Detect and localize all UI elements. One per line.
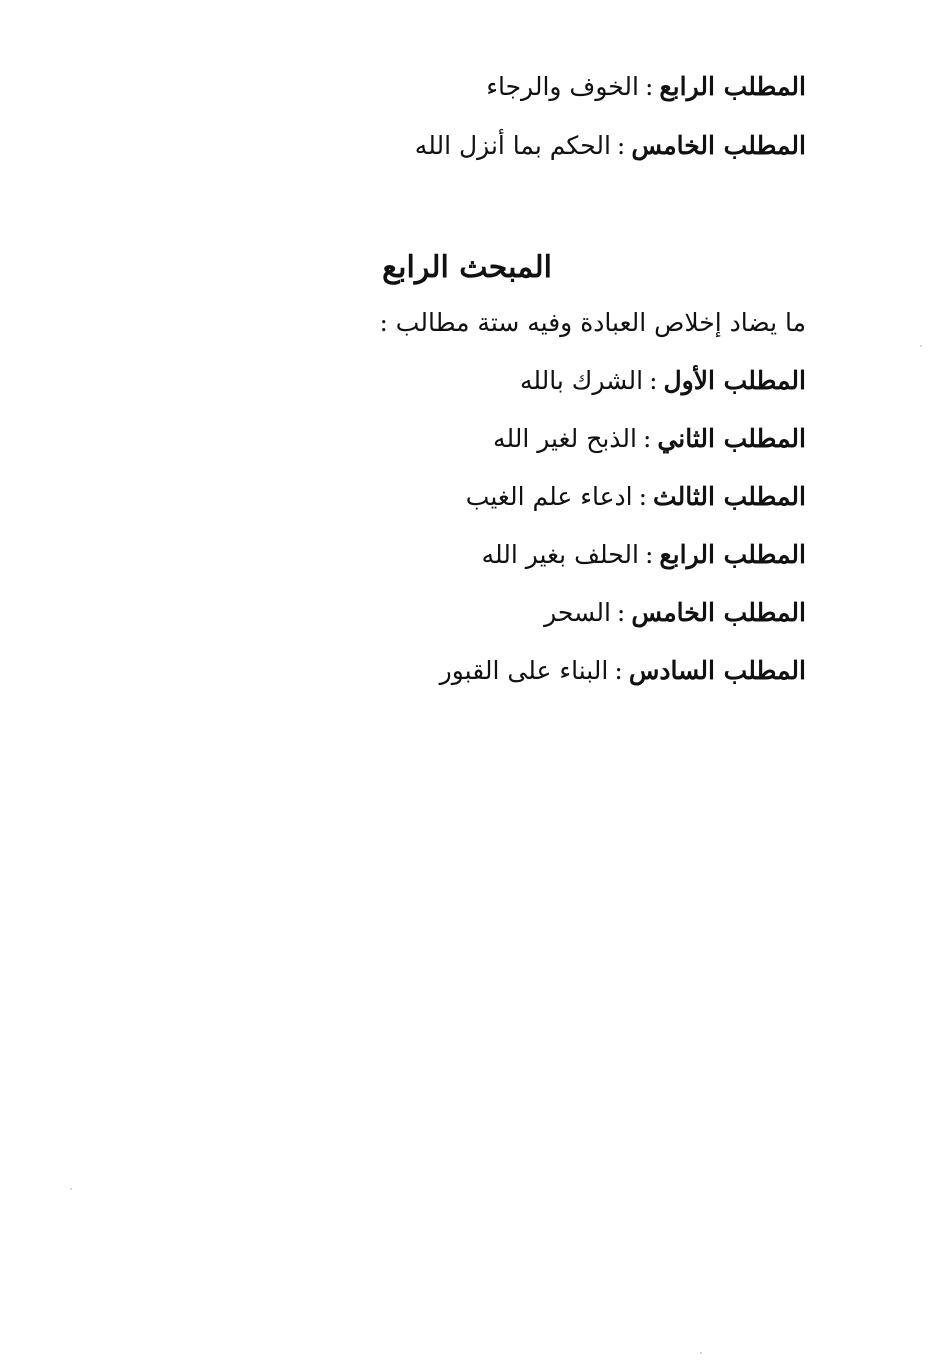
item-separator: :	[616, 598, 626, 627]
toc-item	[544, 596, 806, 630]
section-intro: ما يضاد إخلاص العبادة وفيه ستة مطالب :	[379, 308, 806, 337]
item-text: ادعاء علم الغيب	[465, 482, 633, 511]
item-separator: :	[638, 482, 648, 511]
item-label: المطلب السادس	[628, 656, 806, 685]
item-separator: :	[649, 366, 658, 395]
item-text: الحكم بما أنزل الله	[414, 131, 611, 160]
item-label: المطلب الثالث	[653, 482, 806, 511]
item-text: السحر	[544, 598, 611, 627]
item-text: الذبح لغير الله	[493, 424, 637, 453]
item-label: المطلب الخامس	[631, 131, 806, 160]
item-separator: :	[642, 424, 652, 453]
item-separator: :	[616, 131, 626, 160]
toc-item	[466, 480, 806, 514]
section-heading: المبحث الرابع	[382, 250, 552, 285]
item-separator: :	[644, 540, 654, 569]
item-text: الحلف بغير الله	[481, 540, 639, 569]
toc-item	[440, 654, 806, 688]
item-label: المطلب الخامس	[631, 598, 806, 627]
toc-item	[520, 364, 806, 398]
scan-speck	[920, 345, 922, 347]
item-text: البناء على القبور	[439, 656, 609, 685]
item-text: الشرك بالله	[519, 366, 644, 395]
item-label: المطلب الرابع	[659, 72, 806, 101]
scan-speck	[700, 1352, 702, 1354]
item-label: المطلب الرابع	[659, 540, 806, 569]
item-text: الخوف والرجاء	[486, 72, 639, 101]
toc-item	[482, 538, 806, 572]
scan-speck	[70, 1188, 72, 1190]
toc-item	[486, 70, 806, 104]
item-label: المطلب الثاني	[657, 424, 806, 453]
item-separator: :	[644, 72, 654, 101]
toc-item	[415, 129, 806, 163]
item-label: المطلب الأول	[663, 366, 806, 395]
toc-item	[493, 422, 806, 456]
item-separator: :	[614, 656, 623, 685]
